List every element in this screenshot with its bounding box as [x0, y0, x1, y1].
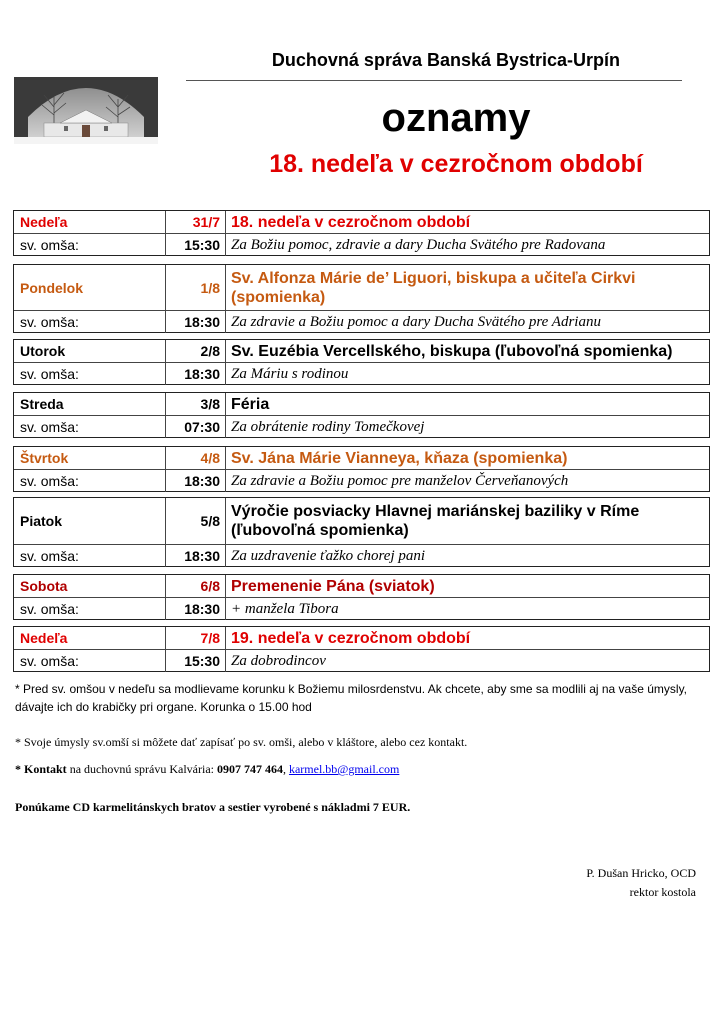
mass-intention: Za uzdravenie ťažko chorej pani — [231, 547, 426, 564]
note-contact — [15, 760, 705, 778]
day-block-wednesday-3-8 — [13, 392, 710, 438]
day-header-row — [14, 627, 709, 649]
feast-name: 18. nedeľa v cezročnom období — [231, 213, 471, 231]
day-date: 31/7 — [166, 211, 226, 233]
contact-label: * Kontakt — [15, 762, 67, 776]
day-header-row — [14, 393, 709, 415]
note-cd-offer: Ponúkame CD karmelitánskych bratov a sestier vyrobené s nákladmi 7 EUR. — [15, 800, 411, 814]
mass-time: 18:30 — [166, 363, 226, 385]
signature-role: rektor kostola — [629, 885, 696, 899]
mass-label: sv. omša: — [14, 650, 166, 672]
mass-label: sv. omša: — [14, 363, 166, 385]
page-title: oznamy — [381, 96, 531, 140]
day-date: 6/8 — [166, 575, 226, 597]
feast-name: Féria — [231, 395, 270, 413]
mass-time: 18:30 — [166, 545, 226, 567]
day-block-tuesday-2-8 — [13, 339, 710, 385]
day-block-friday-5-8 — [13, 497, 710, 567]
mass-intention: Za zdravie a Božiu pomoc pre manželov Červeňanových — [231, 472, 569, 489]
day-date: 2/8 — [166, 340, 226, 362]
mass-time: 18:30 — [166, 311, 226, 333]
mass-row — [14, 415, 709, 438]
mass-intention: + manžela Tibora — [231, 600, 339, 617]
note-intentions: * Svoje úmysly sv.omší si môžete dať zapísať po sv. omši, alebo v kláštore, alebo cez kontakt. — [15, 735, 468, 749]
mass-time: 15:30 — [166, 234, 226, 256]
mass-label: sv. omša: — [14, 545, 166, 567]
day-header-row — [14, 498, 709, 544]
signature-name: P. Dušan Hricko, OCD — [586, 866, 696, 880]
mass-time: 18:30 — [166, 598, 226, 620]
day-header-row — [14, 447, 709, 469]
mass-row — [14, 469, 709, 492]
day-block-monday-1-8 — [13, 264, 710, 333]
mass-time: 07:30 — [166, 416, 226, 438]
day-block-saturday-6-8 — [13, 574, 710, 620]
day-header-row — [14, 265, 709, 310]
parish-name: Duchovná správa Banská Bystrica-Urpín — [271, 50, 621, 70]
day-name: Piatok — [14, 498, 166, 544]
day-header-row — [14, 211, 709, 233]
day-block-thursday-4-8 — [13, 446, 710, 492]
contact-email-link[interactable]: karmel.bb@gmail.com — [288, 762, 400, 776]
mass-time: 18:30 — [166, 470, 226, 492]
page-subtitle: 18. nedeľa v cezročnom období — [269, 150, 643, 178]
mass-row — [14, 362, 709, 385]
mass-label: sv. omša: — [14, 416, 166, 438]
contact-separator: , — [282, 762, 289, 776]
day-header-row — [14, 340, 709, 362]
mass-label: sv. omša: — [14, 234, 166, 256]
day-name: Nedeľa — [14, 211, 166, 233]
day-block-sunday-7-8 — [13, 626, 710, 672]
day-name: Sobota — [14, 575, 166, 597]
church-photo — [14, 77, 158, 144]
contact-phone: 0907 747 464 — [216, 762, 283, 776]
feast-name: Sv. Alfonza Márie de’ Liguori, biskupa a učiteľa Cirkvi (spomienka) — [231, 269, 636, 306]
feast-name: Sv. Euzébia Vercellského, biskupa (ľubovoľná spomienka) — [231, 342, 673, 360]
day-name: Utorok — [14, 340, 166, 362]
header-divider — [186, 80, 682, 81]
feast-name: Výročie posviacky Hlavnej mariánskej baziliky v Ríme (ľubovoľná spomienka) — [231, 503, 640, 539]
mass-label: sv. omša: — [14, 598, 166, 620]
mass-row — [14, 310, 709, 333]
day-date: 1/8 — [166, 265, 226, 310]
mass-intention: Za obrátenie rodiny Tomečkovej — [231, 418, 425, 435]
feast-name: Premenenie Pána (sviatok) — [231, 577, 435, 595]
day-header-row — [14, 575, 709, 597]
day-name: Streda — [14, 393, 166, 415]
mass-label: sv. omša: — [14, 311, 166, 333]
day-date: 5/8 — [166, 498, 226, 544]
day-date: 3/8 — [166, 393, 226, 415]
mass-label: sv. omša: — [14, 470, 166, 492]
day-name: Pondelok — [14, 265, 166, 310]
note-chaplet: * Pred sv. omšou v nedeľu sa modlievame korunku k Božiemu milosrdenstvu. Ak chcete, aby sme sa modlili aj na vaše úmysly, dávajte ich do krabičky pri organe. Korunka o 15.00 hod — [15, 682, 688, 714]
mass-intention: Za zdravie a Božiu pomoc a dary Ducha Svätého pre Adrianu — [231, 313, 601, 330]
notes-section — [15, 680, 705, 816]
mass-row — [14, 233, 709, 256]
feast-name: 19. nedeľa v cezročnom období — [231, 629, 471, 647]
contact-text: na duchovnú správu Kalvária: — [66, 762, 217, 776]
mass-row — [14, 597, 709, 620]
mass-time: 15:30 — [166, 650, 226, 672]
mass-intention: Za Máriu s rodinou — [231, 365, 349, 382]
day-name: Štvrtok — [14, 447, 166, 469]
mass-row — [14, 544, 709, 567]
day-block-sunday-31-7 — [13, 210, 710, 256]
signature — [586, 864, 696, 902]
mass-intention: Za Božiu pomoc, zdravie a dary Ducha Svätého pre Radovana — [231, 236, 606, 253]
day-name: Nedeľa — [14, 627, 166, 649]
day-date: 4/8 — [166, 447, 226, 469]
mass-intention: Za dobrodincov — [231, 652, 326, 669]
feast-name: Sv. Jána Márie Vianneya, kňaza (spomienka) — [231, 449, 568, 467]
day-date: 7/8 — [166, 627, 226, 649]
mass-row — [14, 649, 709, 672]
